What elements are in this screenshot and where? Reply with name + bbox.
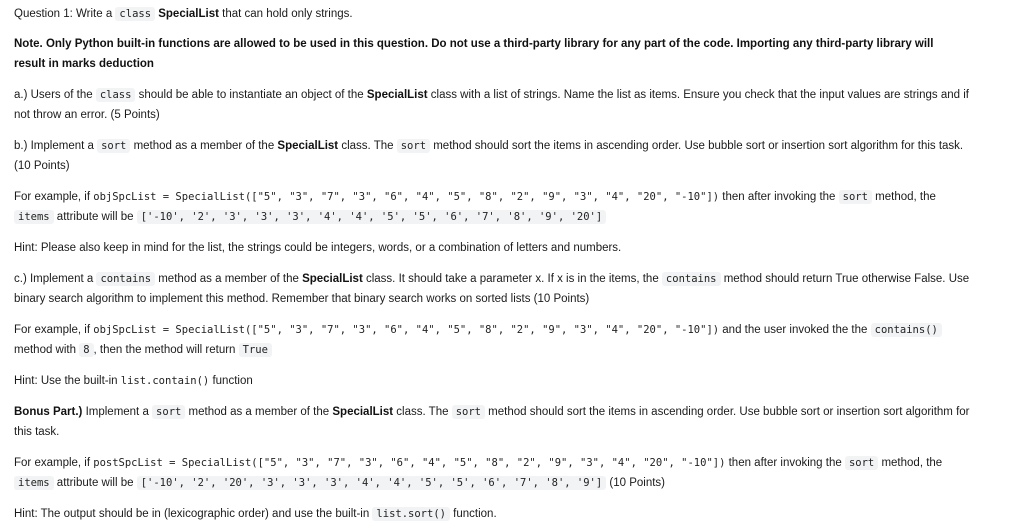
text: (10 Points)	[14, 160, 70, 172]
inline-code: 8	[79, 343, 93, 357]
text: c.) Implement a	[14, 273, 97, 285]
text: (10 Points)	[606, 477, 666, 489]
text: attribute will be	[53, 477, 137, 489]
text: Hint: Use the built-in	[14, 375, 121, 387]
inline-code: sort	[397, 139, 430, 153]
inline-code: sort	[839, 190, 872, 204]
text: function.	[449, 508, 497, 520]
inline-code: ['-10', '2', '3', '3', '3', '4', '4', '5', '5', '6', '7', '8', '9', '20']	[137, 210, 606, 224]
note-line-1: Note. Only Python built-in functions are allowed to be used in this question. Do not use a third-party library for any part of the code. Importing any third-party library will	[14, 38, 934, 50]
class-name: SpecialList	[158, 8, 219, 20]
text: Question 1: Write a	[14, 8, 116, 20]
inline-code: sort	[452, 405, 485, 419]
inline-code: sort	[845, 456, 878, 470]
text: For example, if	[14, 324, 94, 336]
inline-code: class	[115, 7, 155, 21]
inline-code: items	[14, 210, 54, 224]
text: class. The	[338, 140, 397, 152]
hint-1: Hint: Please also keep in mind for the list, the strings could be integers, words, or a combination of letters and numbers.	[14, 242, 622, 254]
text: b.) Implement a	[14, 140, 98, 152]
inline-code: True	[239, 343, 272, 357]
text: method should sort the items in ascending order. Use bubble sort or insertion sort algorithm for	[484, 406, 970, 418]
text: then after invoking the	[725, 457, 845, 469]
text: method, the	[871, 191, 936, 203]
part-b	[14, 136, 1010, 176]
text: that can hold only strings.	[218, 8, 353, 20]
part-a	[14, 85, 1010, 125]
text: For example, if	[14, 457, 94, 469]
text: a.) Users of the	[14, 89, 96, 101]
inline-code: class	[96, 88, 136, 102]
inline-code: items	[14, 476, 54, 490]
inline-code: list.sort()	[372, 507, 450, 521]
class-name: SpecialList	[302, 273, 363, 285]
text: method as a member of the	[130, 140, 278, 152]
part-c	[14, 269, 1010, 309]
text: For example, if	[14, 191, 94, 203]
code-snippet: objSpcList = SpecialList(["5", "3", "7", "3", "6", "4", "5", "8", "2", "9", "3", "4", "20", "-10"])	[93, 324, 720, 336]
text: method as a member of the	[185, 406, 333, 418]
text: class. It should take a parameter x. If x is in the items, the	[362, 273, 662, 285]
inline-code: contains	[96, 272, 155, 286]
example-1	[14, 187, 1010, 227]
note-paragraph	[14, 34, 1010, 74]
text: method should sort the items in ascending order. Use bubble sort or insertion sort algorithm for this task.	[430, 140, 964, 152]
code-snippet: list.contain()	[120, 375, 210, 387]
bonus-part	[14, 402, 1010, 442]
example-2	[14, 320, 1010, 360]
example-3	[14, 453, 1010, 493]
text: binary search algorithm to implement this method. Remember that binary search works on sorted lists (10 Points)	[14, 293, 590, 305]
inline-code: sort	[152, 405, 185, 419]
text: , then the method will return	[93, 344, 239, 356]
text: method should return True otherwise False. Use	[720, 273, 970, 285]
code-snippet: objSpcList = SpecialList(["5", "3", "7", "3", "6", "4", "5", "8", "2", "9", "3", "4", "20", "-10"])	[93, 191, 720, 203]
text: Implement a	[82, 406, 153, 418]
question-heading	[14, 4, 1010, 24]
inline-code: ['-10', '2', '20', '3', '3', '3', '4', '4', '5', '5', '6', '7', '8', '9']	[137, 476, 606, 490]
hint-2	[14, 371, 1010, 391]
inline-code: sort	[97, 139, 130, 153]
note-line-2: result in marks deduction	[14, 58, 154, 70]
text: function	[209, 375, 253, 387]
class-name: SpecialList	[332, 406, 394, 418]
text: should be able to instantiate an object of the	[135, 89, 367, 101]
text: class with a list of strings. Name the list as items. Ensure you check that the input values are strings and if	[427, 89, 969, 101]
text: Hint: The output should be in (lexicographic order) and use the built-in	[14, 508, 373, 520]
hint-3	[14, 504, 1010, 524]
inline-code: contains	[662, 272, 721, 286]
class-name: SpecialList	[366, 89, 428, 101]
text: and the user invoked the the	[719, 324, 871, 336]
code-snippet: postSpcList = SpecialList(["5", "3", "7", "3", "6", "4", "5", "8", "2", "9", "3", "4", "20", "-10"])	[93, 457, 726, 469]
text: attribute will be	[53, 211, 137, 223]
text: method with	[14, 344, 80, 356]
text: method as a member of the	[155, 273, 303, 285]
text: method, the	[878, 457, 943, 469]
text: class. The	[393, 406, 452, 418]
bonus-label: Bonus Part.)	[14, 406, 83, 418]
text: not throw an error. (5 Points)	[14, 109, 160, 121]
inline-code: contains()	[871, 323, 942, 337]
class-name: SpecialList	[277, 140, 339, 152]
text: then after invoking the	[719, 191, 839, 203]
text: this task.	[14, 426, 60, 438]
